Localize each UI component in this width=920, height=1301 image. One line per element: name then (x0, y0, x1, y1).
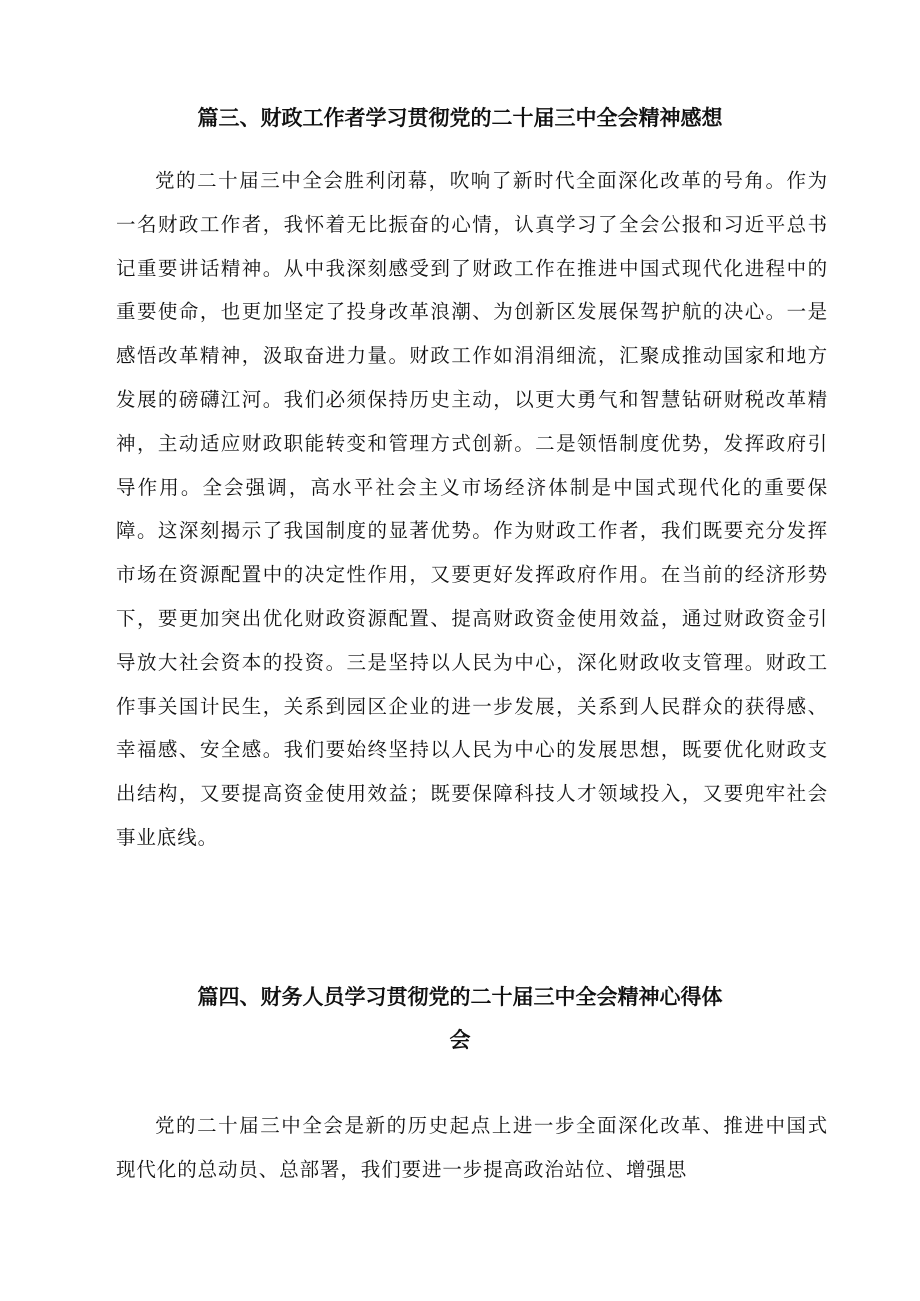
section4-title-line1: 篇四、财务人员学习贯彻党的二十届三中全会精神心得体 (197, 985, 723, 1009)
section4-title-line2: 会 (449, 1028, 471, 1052)
section3-title: 篇三、财政工作者学习贯彻党的二十届三中全会精神感想 (197, 106, 723, 130)
section3-body-paragraph: 党的二十届三中全会胜利闭幕，吹响了新时代全面深化改革的号角。作为一名财政工作者，我怀着无比振奋的心情，认真学习了全会公报和习近平总书记重要讲话精神。从中我深刻感受到了财政工作在推进中国式现代化进程中的重要使命，也更加坚定了投身改革浪潮、为创新区发展保驾护航的决心。一是感悟改革精神，汲取奋进力量。财政工作如涓涓细流，汇聚成推动国家和地方发展的磅礴江河。我们必须保持历史主动，以更大勇气和智慧钻研财税改革精神，主动适应财政职能转变和管理方式创新。二是领悟制度优势，发挥政府引导作用。全会强调，高水平社会主义市场经济体制是中国式现代化的重要保障。这深刻揭示了我国制度的显著优势。作为财政工作者，我们既要充分发挥市场在资源配置中的决定性作用，又要更好发挥政府作用。在当前的经济形势下，要更加突出优化财政资源配置、提高财政资金使用效益，通过财政资金引导放大社会资本的投资。三是坚持以人民为中心，深化财政收支管理。财政工作事关国计民生，关系到园区企业的进一步发展，关系到人民群众的获得感、幸福感、安全感。我们要始终坚持以人民为中心的发展思想，既要优化财政支出结构，又要提高资金使用效益；既要保障科技人才领域投入，又要兜牢社会事业底线。 (116, 169, 828, 849)
section4-body-paragraph: 党的二十届三中全会是新的历史起点上进一步全面深化改革、推进中国式现代化的总动员、总部署，我们要进一步提高政治站位、增强思 (116, 1114, 828, 1181)
